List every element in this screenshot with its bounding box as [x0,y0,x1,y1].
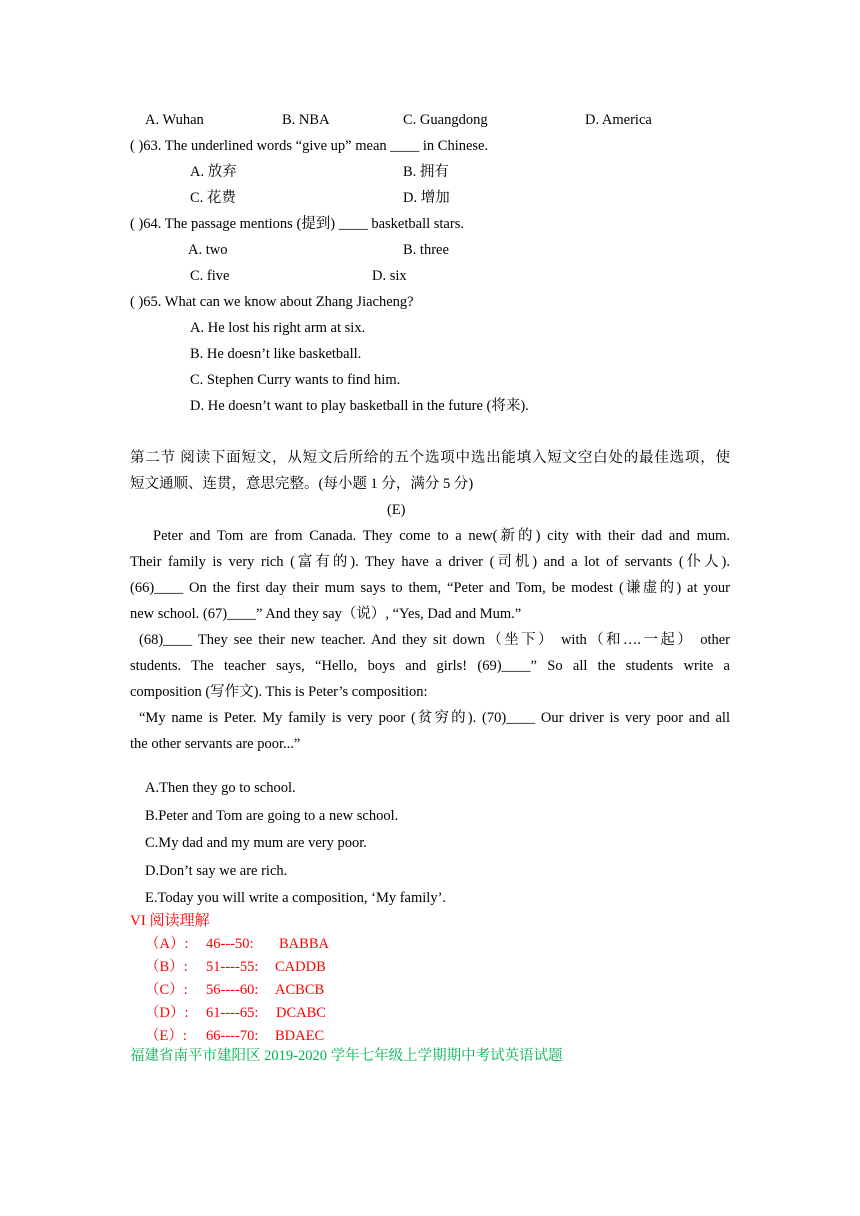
q65-option-d: D. He doesn’t want to play basketball in the future (将来). [190,398,529,414]
choice-c: C.My dad and my mum are very poor. [145,835,367,851]
q64-option-b: B. three [403,242,449,258]
q63-option-a: A. 放弃 [190,164,237,180]
document-source-footer: 福建省南平市建阳区 2019-2020 学年七年级上学期期中考试英语试题 [130,1048,563,1064]
q64-option-c: C. five [190,268,230,284]
answer-row-label: （E）: [145,1028,187,1044]
passage-line: students. The teacher says, “Hello, boys and girls! (69)____” So all the students write a [130,658,730,674]
q63-option-b: B. 拥有 [403,164,449,180]
q62-option-b: B. NBA [282,112,330,128]
answer-row-label: （A）: [145,936,189,952]
answer-row-label: （D）: [145,1005,189,1021]
q65-stem: ( )65. What can we know about Zhang Jiacheng? [130,294,414,310]
answer-row-key: ACBCB [275,982,325,998]
answer-row-range: 46---50: [206,936,254,952]
q62-option-c: C. Guangdong [403,112,488,128]
q65-option-a: A. He lost his right arm at six. [190,320,366,336]
q62-option-a: A. Wuhan [145,112,204,128]
section2-instruction-line2: 短文通顺、连贯，意思完整。(每小题 1 分，满分 5 分) [130,476,474,492]
answer-row-range: 61----65: [206,1005,259,1021]
choice-b: B.Peter and Tom are going to a new school. [145,808,399,824]
passage-line: “My name is Peter. My family is very poor (贫穷的). (70)____ Our driver is very poor and all [139,710,730,726]
choice-e: E.Today you will write a composition, ‘My family’. [145,890,447,906]
passage-line: composition (写作文). This is Peter’s composition: [130,684,428,700]
answer-row-range: 51----55: [206,959,259,975]
answer-row-key: BABBA [279,936,329,952]
q63-option-d: D. 增加 [403,190,450,206]
passage-line: Their family is very rich (富有的). They have a driver (司机) and a lot of servants (仆人). [130,554,730,570]
answer-row-label: （B）: [145,959,188,975]
q64-stem: ( )64. The passage mentions (提到) ____ basketball stars. [130,216,464,232]
q65-option-b: B. He doesn’t like basketball. [190,346,362,362]
passage-line: new school. (67)____” And they say（说）, “Yes, Dad and Mum.” [130,606,522,622]
q64-option-a: A. two [188,242,228,258]
answer-row-range: 66----70: [206,1028,259,1044]
passage-line: (68)____ They see their new teacher. And they sit down（坐下） with（和….一起） other [139,632,730,648]
q63-option-c: C. 花费 [190,190,236,206]
choice-d: D.Don’t say we are rich. [145,863,288,879]
q65-option-c: C. Stephen Curry wants to find him. [190,372,401,388]
passage-e-label: (E) [387,502,406,518]
q62-option-d: D. America [585,112,652,128]
passage-line: (66)____ On the first day their mum says to them, “Peter and Tom, be modest (谦虚的) at your [130,580,730,596]
passage-line: the other servants are poor...” [130,736,301,752]
answer-row-key: DCABC [276,1005,326,1021]
answer-row-key: CADDB [275,959,326,975]
q63-stem: ( )63. The underlined words “give up” mean ____ in Chinese. [130,138,489,154]
passage-line: Peter and Tom are from Canada. They come to a new(新的) city with their dad and mum. [153,528,730,544]
q64-option-d: D. six [372,268,407,284]
answer-heading: VI 阅读理解 [130,913,210,929]
answer-row-range: 56----60: [206,982,259,998]
section2-instruction-line1: 第二节 阅读下面短文，从短文后所给的五个选项中选出能填入短文空白处的最佳选项，使 [130,450,730,466]
choice-a: A.Then they go to school. [145,780,296,796]
answer-row-key: BDAEC [275,1028,325,1044]
answer-row-label: （C）: [145,982,188,998]
